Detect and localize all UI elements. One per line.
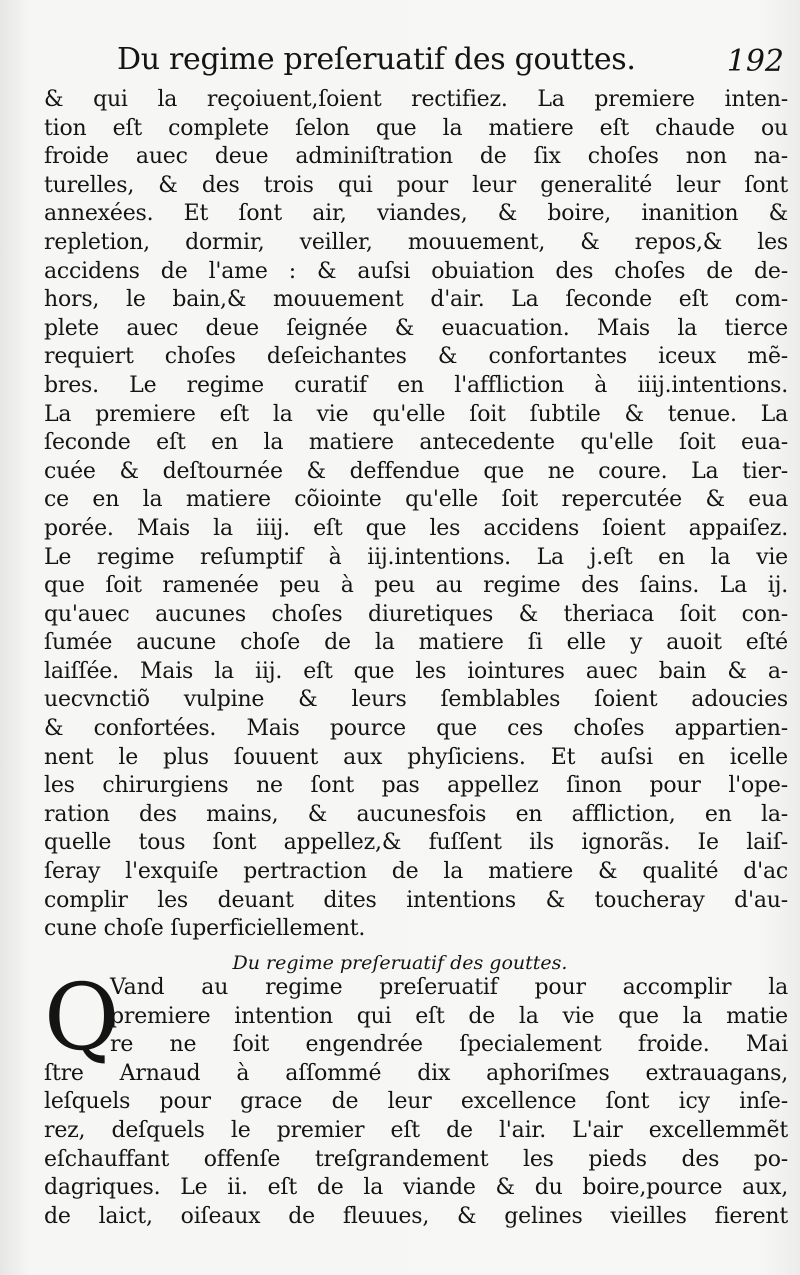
text-line: qu'auec aucunes choſes diuretiques & theriaca ſoit con- (44, 601, 788, 627)
drop-cap-initial: Q (44, 964, 120, 1071)
text-line: turelles, & des trois qui pour leur generalité leur ſont (44, 172, 788, 198)
section-heading: Du regime preſeruatif des gouttes. (232, 952, 568, 974)
text-line: & qui la reçoiuent,ſoient rectifiez. La premiere inten- (44, 87, 788, 112)
text-line: nent le plus ſouuent aux phyſiciens. Et auſsi en icelle (44, 744, 788, 770)
text-line: dagriques. Le ii. eſt de la viande & du boire,pource aux, (44, 1175, 788, 1201)
text-line: ration des mains, & aucunesfois en affliction, en la- (44, 801, 788, 827)
text-line: que ſoit ramenée peu à peu au regime des ſains. La ij. (44, 573, 788, 599)
text-line: bres. Le regime curatif en l'affliction à iiij.intentions. (44, 372, 788, 398)
text-line: ſumée aucune choſe de la matiere ſi elle y auoit eſté (44, 630, 788, 656)
text-line: cune choſe ſuperficiellement. (44, 916, 366, 942)
text-line: cuée & deſtournée & deffendue que ne coure. La tier- (44, 458, 788, 484)
text-line: ce en la matiere cõiointe qu'elle ſoit repercutée & eua (44, 487, 788, 513)
text-line: plete auec deue ſeignée & euacuation. Mais la tierce (44, 315, 788, 341)
text-line: tion eſt complete ſelon que la matiere eſt chaude ou (44, 115, 788, 141)
text-line: quelle tous ſont appellez,& fuſſent ils ignorãs. Ie laiſ- (44, 830, 788, 856)
text-line: ſeray l'exquiſe pertraction de la matiere & qualité d'ac (44, 859, 788, 885)
text-line: rez, deſquels le premier eſt de l'air. L'air excellemmẽt (44, 1117, 788, 1143)
text-line: Le regime reſumptif à iij.intentions. La j.eſt en la vie (44, 544, 788, 570)
text-line: La premiere eſt la vie qu'elle ſoit ſubtile & tenue. La (44, 401, 788, 427)
text-line: complir les deuant dites intentions & toucheray d'au- (44, 887, 788, 913)
text-line: Vand au regime preſeruatif pour accomplir la (110, 975, 788, 1000)
page-number: 192 (726, 44, 784, 79)
text-line: uecvnctiõ vulpine & leurs ſemblables ſoient adoucies (44, 687, 788, 713)
text-line: requiert choſes deſeichantes & confortantes iceux mẽ- (44, 344, 788, 370)
text-line: eſchauffant offenſe treſgrandement les pieds des po- (44, 1146, 788, 1172)
text-line: & confortées. Mais pource que ces choſes appartien- (44, 716, 788, 742)
text-line: de laict, oiſeaux de fleuues, & gelines vieilles fierent (44, 1203, 788, 1229)
text-line: ſtre Arnaud à aſſommé dix aphoriſmes extrauagans, (44, 1060, 788, 1086)
text-line: leſquels pour grace de leur excellence ſont icy inſe- (44, 1089, 788, 1115)
text-line: laiſſée. Mais la iij. eſt que les iointures auec bain & a- (44, 658, 788, 684)
body-text (44, 86, 788, 944)
section-body (44, 964, 788, 1231)
text-line: re ne ſoit engendrée ſpecialement froide. Mai (110, 1032, 788, 1058)
text-line: froide auec deue adminiſtration de ſix choſes non na- (44, 144, 788, 170)
text-line: hors, le bain,& mouuement d'air. La ſeconde eſt com- (44, 287, 788, 313)
page-header (45, 40, 790, 84)
running-title: Du regime preſeruatif des gouttes. (117, 42, 636, 77)
text-line: accidens de l'ame : & auſsi obuiation des choſes de de- (44, 258, 788, 284)
text-line: ſeconde eſt en la matiere antecedente qu'elle ſoit eua- (44, 430, 788, 456)
text-line: les chirurgiens ne ſont pas appellez ſinon pour l'ope- (44, 773, 788, 799)
text-line: premiere intention qui eſt de la vie que la matie (110, 1003, 788, 1029)
text-line: annexées. Et ſont air, viandes, & boire, inanition & (44, 201, 788, 227)
text-line: repletion, dormir, veiller, mouuement, & repos,& les (44, 229, 788, 255)
text-line: porée. Mais la iiij. eſt que les accidens ſoient appaiſez. (44, 515, 788, 541)
